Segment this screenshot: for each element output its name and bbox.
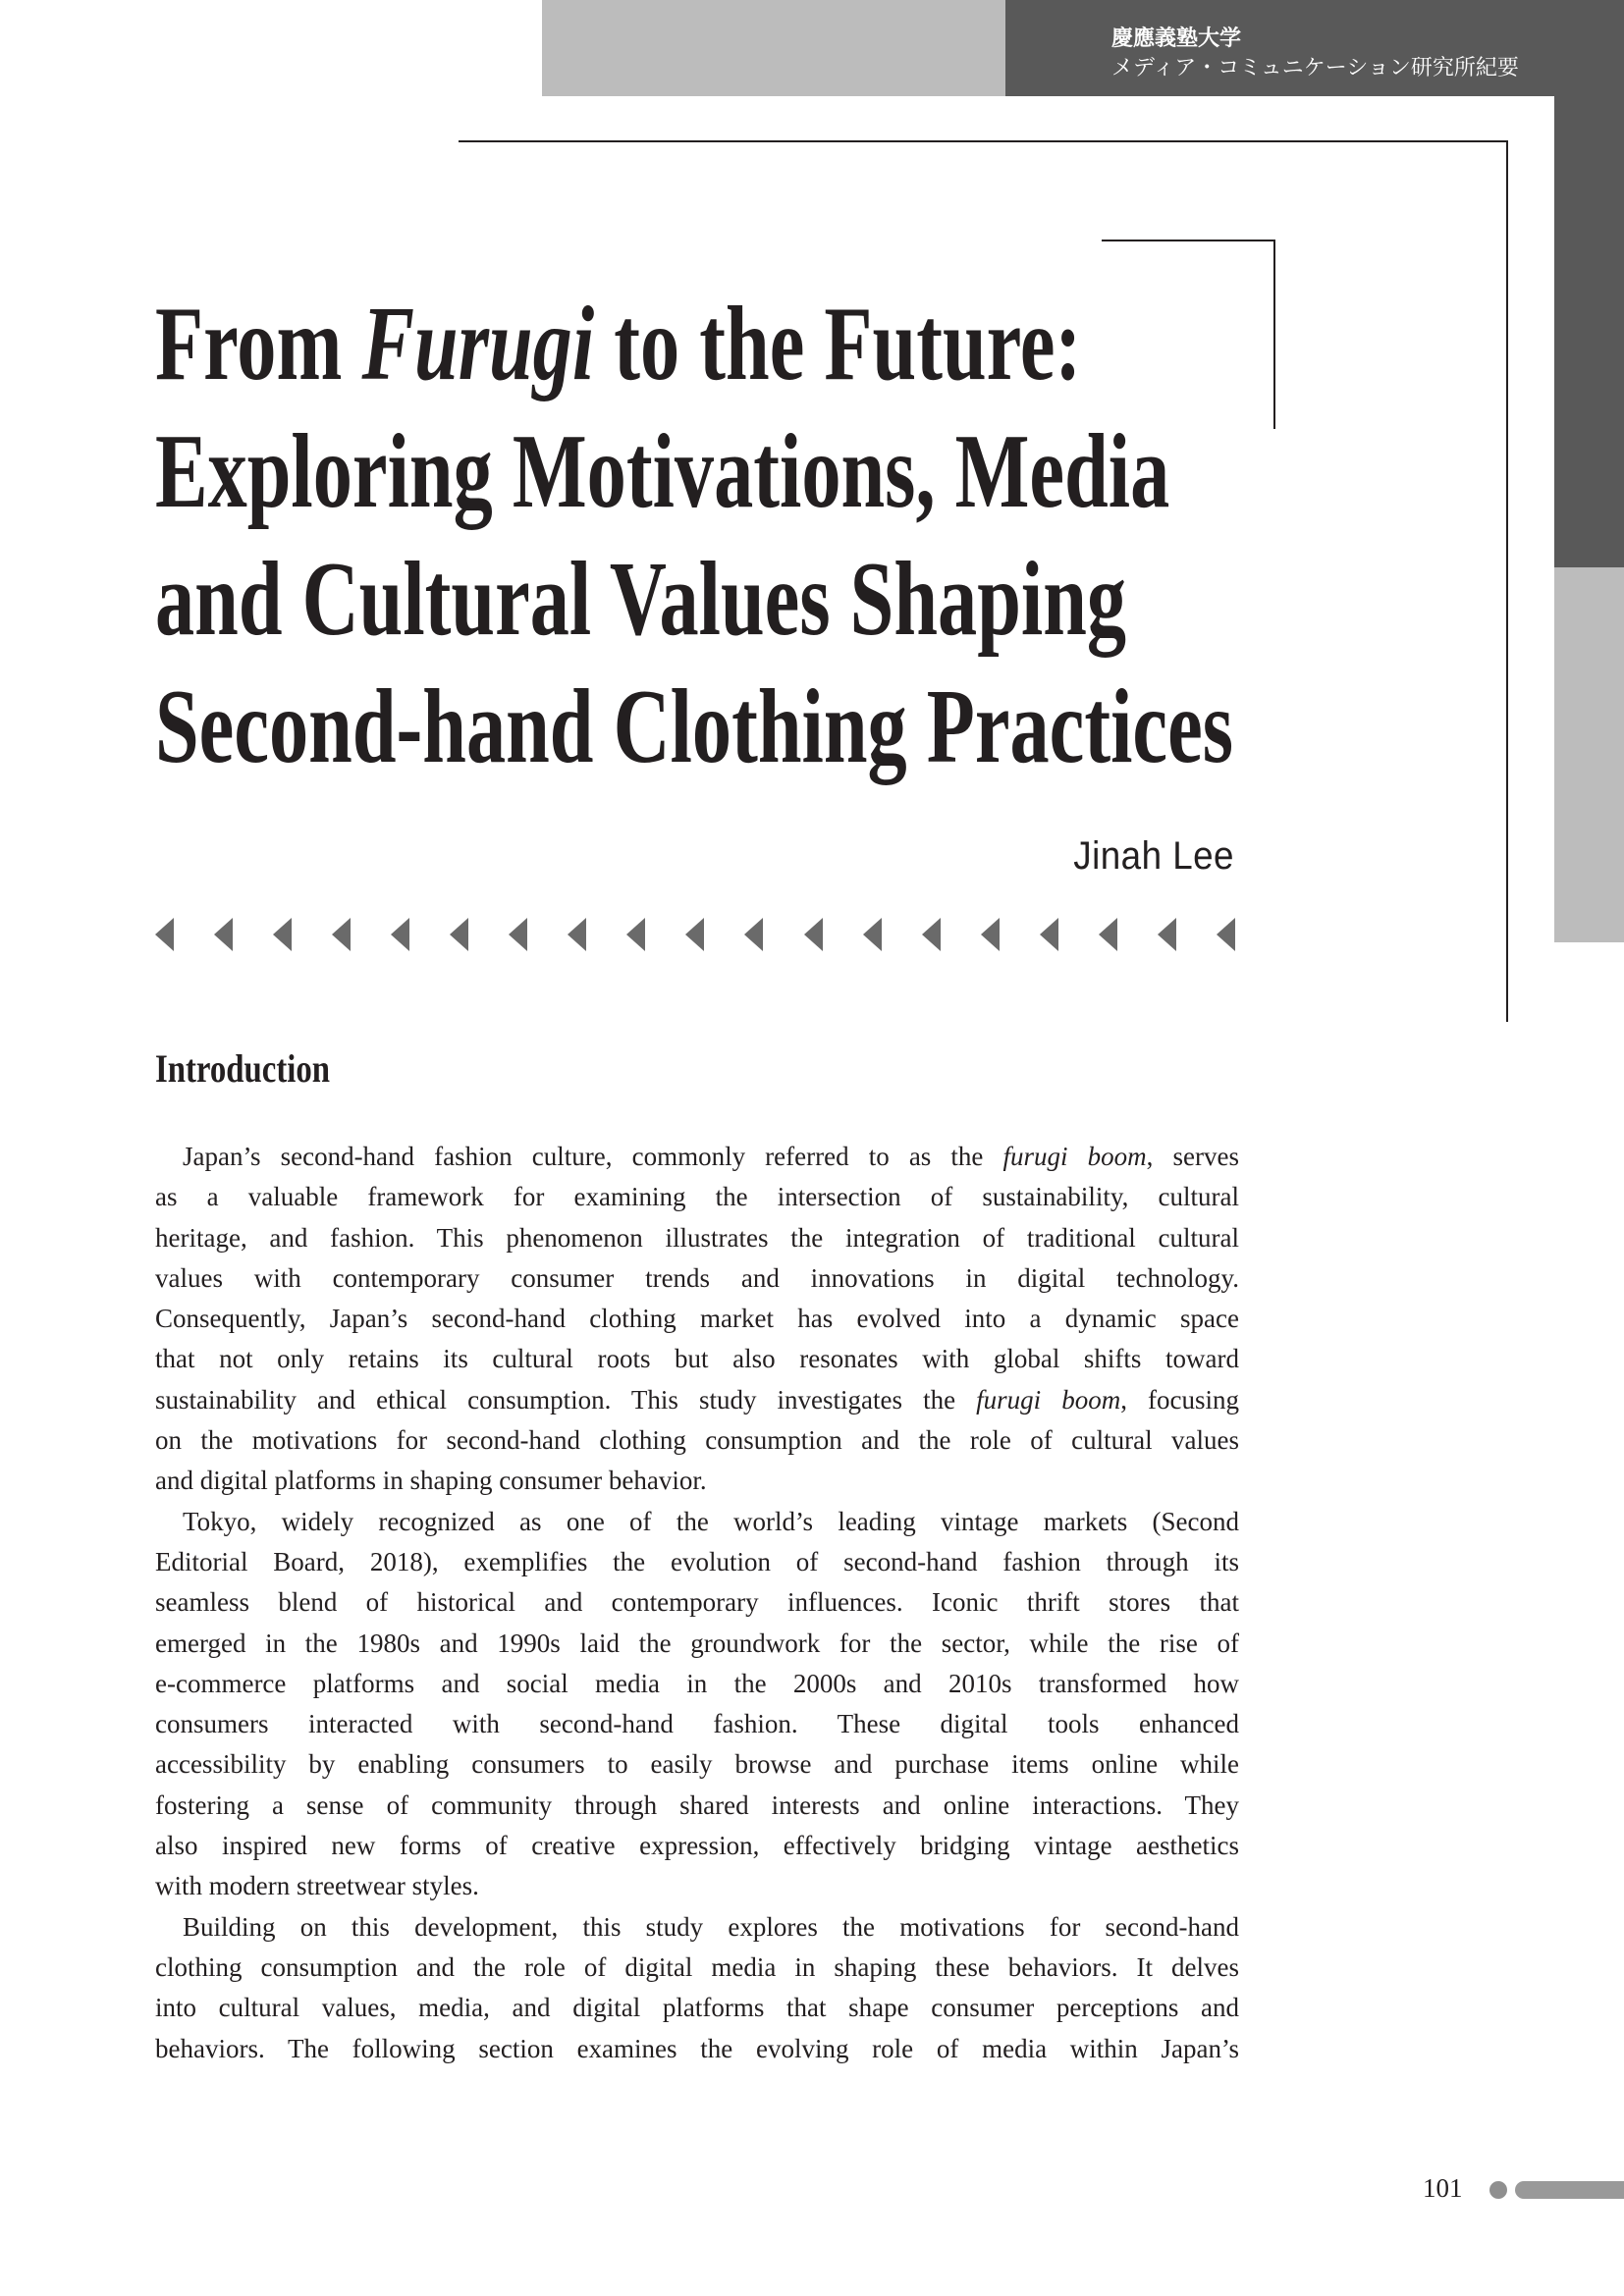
body-text-run: clothing consumption and the role of digital media in shaping these behaviors. It delves	[155, 1951, 1239, 1982]
body-text-run: Japan’s second-hand fashion culture, commonly referred to as the	[183, 1142, 1003, 1171]
body-line	[155, 1582, 1239, 1623]
body-text-run: and digital platforms in shaping consumer behavior.	[155, 1466, 707, 1496]
italic-term: furugi boom	[976, 1384, 1121, 1415]
body-line	[155, 1988, 1239, 2028]
article-title	[155, 287, 1604, 797]
body-line	[155, 1704, 1239, 1744]
body-text-run: Tokyo, widely recognized as one of the world’s leading vintage markets (Second	[183, 1506, 1239, 1536]
triangle-left-icon	[804, 918, 823, 951]
body-line	[155, 1258, 1239, 1299]
triangle-left-icon	[981, 918, 1000, 951]
body-text-run: into cultural values, media, and digital platforms that shape consumer perceptions and	[155, 1993, 1239, 2023]
body-line	[155, 1380, 1239, 1420]
body-line	[155, 1177, 1239, 1217]
body-text-run: fostering a sense of community through shared interests and online interactions. They	[155, 1789, 1239, 1820]
body-text-run: consumers interacted with second-hand fashion. These digital tools enhanced	[155, 1709, 1239, 1739]
triangle-left-icon	[273, 918, 292, 951]
body-line	[155, 1826, 1239, 1866]
title-text: to the Future:	[594, 286, 1082, 402]
body-text	[155, 1137, 1239, 2069]
title-italic-term: Furugi	[361, 286, 595, 402]
triangle-left-icon	[214, 918, 233, 951]
triangle-left-icon	[450, 918, 468, 951]
body-text-run: Consequently, Japan’s second-hand clothing market has evolved into a dynamic space	[155, 1304, 1239, 1334]
triangle-left-icon	[744, 918, 763, 951]
body-line	[155, 1664, 1239, 1704]
section-heading: Introduction	[155, 1046, 331, 1091]
body-line	[155, 1299, 1239, 1339]
body-line	[155, 1420, 1239, 1461]
body-line	[155, 1624, 1239, 1664]
body-text-run: emerged in the 1980s and 1990s laid the groundwork for the sector, while the rise of	[155, 1628, 1239, 1658]
body-text-run: also inspired new forms of creative expression, effectively bridging vintage aesthetics	[155, 1831, 1239, 1861]
body-line	[155, 1948, 1239, 1988]
body-text-run: Building on this development, this study explores the motivations for second-hand	[183, 1911, 1239, 1942]
footer-dot	[1489, 2181, 1507, 2199]
title-line	[155, 287, 1233, 414]
body-text-run: sustainability and ethical consumption. This study investigates the	[155, 1384, 977, 1415]
triangle-left-icon	[155, 918, 174, 951]
body-text-run: seamless blend of historical and contemporary influences. Iconic thrift stores that	[155, 1587, 1239, 1618]
footer-bar	[1515, 2181, 1624, 2199]
journal-name: メディア・コミュニケーション研究所紀要	[1111, 56, 1519, 80]
triangle-left-icon	[332, 918, 351, 951]
title-text: From	[155, 286, 362, 402]
body-text-run: that not only retains its cultural roots but also resonates with global shifts toward	[155, 1344, 1239, 1374]
body-line	[155, 1339, 1239, 1379]
header-light-band	[542, 0, 1005, 96]
triangle-left-icon	[1158, 918, 1176, 951]
body-line	[155, 1218, 1239, 1258]
body-text-run: with modern streetwear styles.	[155, 1871, 479, 1901]
body-line	[155, 1786, 1239, 1826]
title-line: Second-hand Clothing Practices	[155, 668, 1233, 785]
body-text-run: as a valuable framework for examining the intersection of sustainability, cultural	[155, 1182, 1239, 1212]
body-line	[155, 1907, 1239, 1948]
body-line	[155, 1866, 1239, 1906]
body-text-run: behaviors. The following section examines the evolving role of media within Japan’s	[155, 2033, 1239, 2063]
triangle-left-icon	[685, 918, 704, 951]
triangle-left-icon	[509, 918, 527, 951]
triangle-left-icon	[391, 918, 409, 951]
header-dark-band	[1005, 0, 1624, 96]
body-line	[155, 2029, 1239, 2069]
triangle-ornament-row	[155, 918, 1235, 951]
body-line	[155, 1461, 1239, 1501]
bracket-rule-horizontal	[1102, 240, 1275, 241]
body-text-run: e-commerce platforms and social media in the 2000s and 2010s transformed how	[155, 1668, 1239, 1698]
triangle-left-icon	[568, 918, 586, 951]
author-name: Jinah Lee	[1073, 834, 1234, 878]
body-text-run: , focusing	[1120, 1384, 1239, 1415]
body-text-run: heritage, and fashion. This phenomenon illustrates the integration of traditional cultural	[155, 1222, 1239, 1253]
italic-term: furugi boom	[1002, 1142, 1147, 1171]
body-text-run: values with contemporary consumer trends and innovations in digital technology.	[155, 1262, 1239, 1293]
title-line: Exploring Motivations, Media	[155, 413, 1170, 530]
triangle-left-icon	[1040, 918, 1058, 951]
triangle-left-icon	[1217, 918, 1235, 951]
triangle-left-icon	[863, 918, 882, 951]
triangle-left-icon	[626, 918, 645, 951]
triangle-left-icon	[1099, 918, 1117, 951]
body-line	[155, 1744, 1239, 1785]
body-text-run: accessibility by enabling consumers to easily browse and purchase items online while	[155, 1749, 1239, 1780]
body-line	[155, 1137, 1239, 1177]
body-text-run: Editorial Board, 2018), exemplifies the evolution of second-hand fashion through its	[155, 1546, 1239, 1576]
university-name: 慶應義塾大学	[1111, 27, 1242, 51]
frame-rule-horizontal	[459, 140, 1508, 142]
body-line	[155, 1502, 1239, 1542]
title-line: and Cultural Values Shaping	[155, 541, 1127, 658]
body-text-run: , serves	[1146, 1142, 1239, 1171]
triangle-left-icon	[922, 918, 941, 951]
body-line	[155, 1542, 1239, 1582]
page-number: 101	[1423, 2173, 1463, 2203]
body-text-run: on the motivations for second-hand clothing consumption and the role of cultural values	[155, 1425, 1239, 1456]
